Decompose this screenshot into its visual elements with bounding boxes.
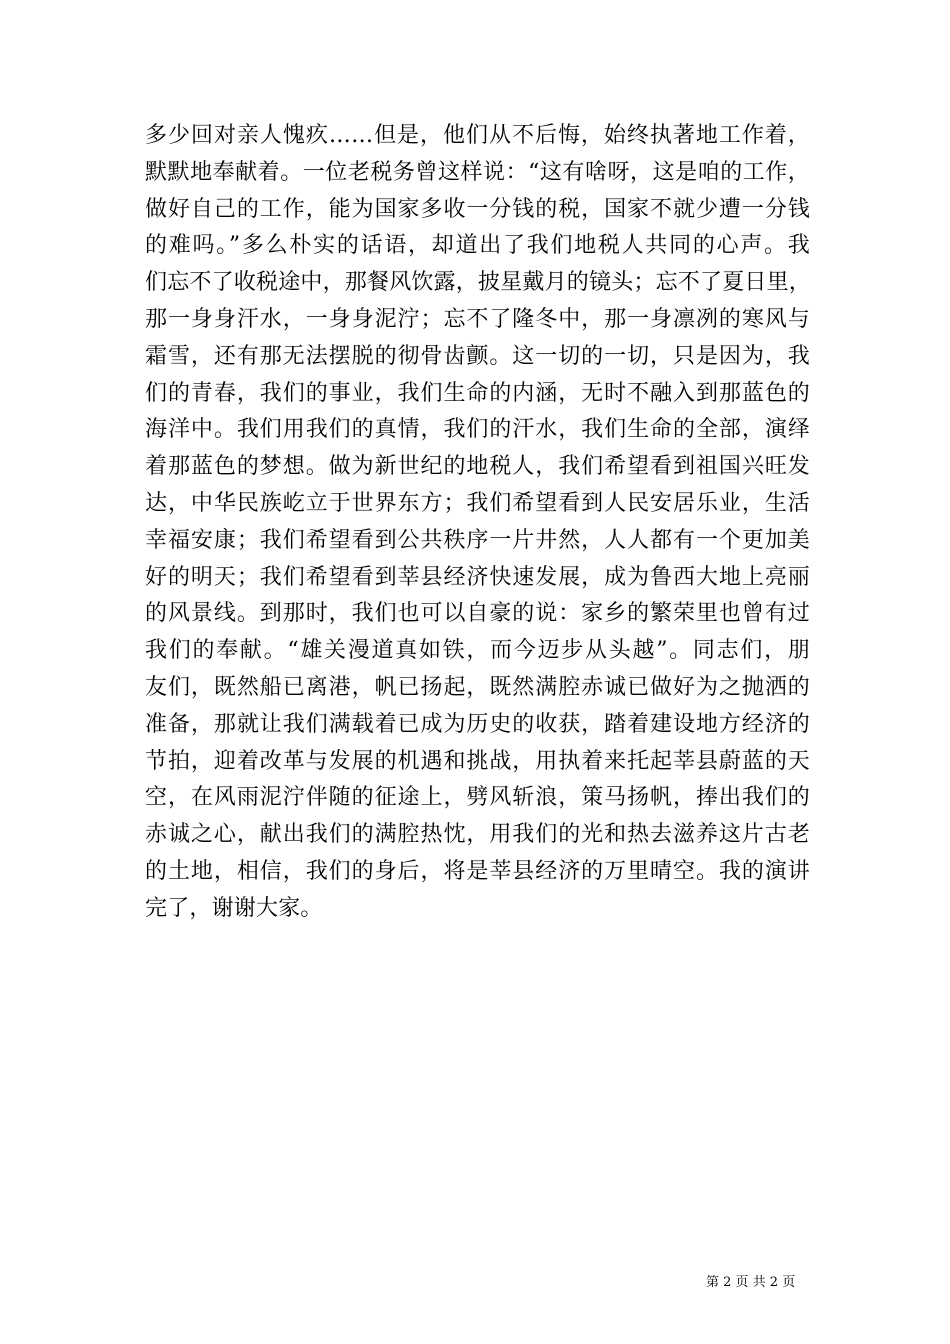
text-line: 做好自己的工作，能为国家多收一分钱的税，国家不就少遭一分钱 xyxy=(145,196,810,222)
text-line: 赤诚之心，献出我们的满腔热忱，用我们的光和热去滋养这片古老 xyxy=(145,822,810,848)
text-line: 那一身身汗水，一身身泥泞；忘不了隆冬中，那一身凛冽的寒风与 xyxy=(145,306,810,332)
text-line: 默默地奉献着。一位老税务曾这样说：“这有啥呀，这是咱的工作， xyxy=(145,159,810,185)
text-line: 霜雪，还有那无法摆脱的彻骨齿颤。这一切的一切，只是因为，我 xyxy=(145,343,810,369)
text-line: 着那蓝色的梦想。做为新世纪的地税人，我们希望看到祖国兴旺发 xyxy=(145,454,810,480)
text-line: 们忘不了收税途中，那餐风饮露，披星戴月的镜头；忘不了夏日里， xyxy=(145,270,812,296)
text-line: 好的明天；我们希望看到莘县经济快速发展，成为鲁西大地上亮丽 xyxy=(145,564,810,590)
text-line: 节拍，迎着改革与发展的机遇和挑战，用执着来托起莘县蔚蓝的天 xyxy=(145,748,810,774)
text-line: 多少回对亲人愧疚……但是，他们从不后悔，始终执著地工作着， xyxy=(145,123,810,148)
text-line: 海洋中。我们用我们的真情，我们的汗水，我们生命的全部，演绎 xyxy=(145,417,810,443)
text-line: 完了，谢谢大家。 xyxy=(145,895,323,921)
text-line: 我们的奉献。“雄关漫道真如铁，而今迈步从头越”。同志们，朋 xyxy=(145,638,810,664)
text-line: 达，中华民族屹立于世界东方；我们希望看到人民安居乐业，生活 xyxy=(145,490,810,516)
text-line: 友们，既然船已离港，帆已扬起，既然满腔赤诚已做好为之抛洒的 xyxy=(145,674,810,700)
text-line: 的土地，相信，我们的身后，将是莘县经济的万里晴空。我的演讲 xyxy=(145,858,810,884)
body-text xyxy=(145,118,810,928)
page-number: 第 2 页 共 2 页 xyxy=(706,1275,796,1290)
text-line: 空，在风雨泥泞伴随的征途上，劈风斩浪，策马扬帆，捧出我们的 xyxy=(145,785,810,811)
text-line: 们的青春，我们的事业，我们生命的内涵，无时不融入到那蓝色的 xyxy=(145,380,810,406)
text-line: 的难吗。”多么朴实的话语，却道出了我们地税人共同的心声。我 xyxy=(145,233,810,259)
text-line: 准备，那就让我们满载着已成为历史的收获，踏着建设地方经济的 xyxy=(145,711,810,737)
text-line: 幸福安康；我们希望看到公共秩序一片井然，人人都有一个更加美 xyxy=(145,527,810,553)
text-line: 的风景线。到那时，我们也可以自豪的说：家乡的繁荣里也曾有过 xyxy=(145,601,810,627)
